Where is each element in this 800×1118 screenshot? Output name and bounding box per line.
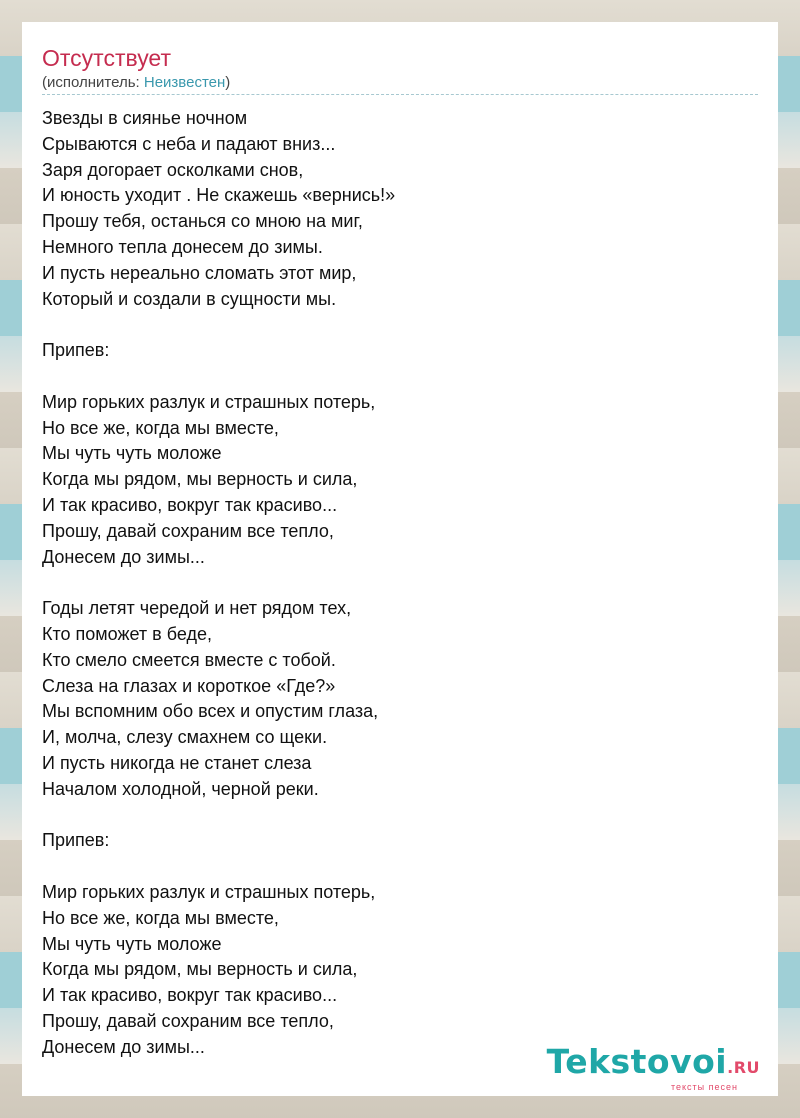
lyric-line: Мы чуть чуть моложе: [42, 933, 222, 954]
lyric-line: Срываются с неба и падают вниз...: [42, 133, 336, 154]
artist-link[interactable]: Неизвестен: [143, 74, 226, 91]
lyric-line: И пусть нереально сломать этот мир,: [42, 262, 357, 283]
logo-name: Tekstovoi: [546, 1042, 728, 1081]
lyric-line: Но все же, когда мы вместе,: [42, 907, 279, 928]
lyric-line: Прошу, давай сохраним все тепло,: [42, 1010, 334, 1031]
lyric-line: Немного тепла донесем до зимы.: [42, 236, 323, 257]
blank-line: [42, 364, 395, 390]
logo-tld: .RU: [727, 1058, 760, 1077]
lyrics-body: [42, 106, 395, 1060]
lyric-line: Кто поможет в беде,: [42, 623, 212, 644]
lyric-line: И пусть никогда не станет слеза: [42, 752, 312, 773]
lyric-line: Припев:: [42, 340, 110, 361]
lyrics-sheet: [22, 22, 778, 1096]
lyric-line: Когда мы рядом, мы верность и сила,: [42, 959, 358, 980]
lyric-line: Но все же, когда мы вместе,: [42, 417, 279, 438]
blank-line: [42, 854, 395, 880]
lyric-line: И, молча, слезу смахнем со щеки.: [42, 727, 328, 748]
lyric-line: Донесем до зимы...: [42, 1036, 205, 1057]
lyric-line: Припев:: [42, 830, 110, 851]
blank-line: [42, 570, 395, 596]
lyric-line: Звезды в сиянье ночном: [42, 108, 248, 128]
lyric-line: Мы вспомним обо всех и опустим глаза,: [42, 701, 379, 722]
lyric-line: Прошу тебя, останься со мною на миг,: [42, 211, 363, 232]
artist-line: [42, 74, 230, 92]
lyric-line: И юность уходит . Не скажешь «вернись!»: [42, 185, 396, 206]
lyric-line: Прошу, давай сохраним все тепло,: [42, 520, 334, 541]
song-title: Отсутствует: [42, 45, 171, 71]
blank-line: [42, 803, 395, 829]
lyric-line: Началом холодной, черной реки.: [42, 778, 319, 799]
lyric-line: И так красиво, вокруг так красиво...: [42, 985, 338, 1006]
artist-prefix: (исполнитель:: [42, 74, 144, 91]
lyric-line: Мир горьких разлук и страшных потерь,: [42, 391, 376, 412]
lyric-line: Мы чуть чуть моложе: [42, 443, 222, 464]
lyric-line: Когда мы рядом, мы верность и сила,: [42, 469, 358, 490]
logo-tagline: тексты песен: [670, 1082, 738, 1092]
lyric-line: И так красиво, вокруг так красиво...: [42, 494, 338, 515]
lyric-line: Донесем до зимы...: [42, 546, 205, 567]
lyric-line: Который и создали в сущности мы.: [42, 288, 337, 309]
lyric-line: Кто смело смеется вместе с тобой.: [42, 649, 336, 670]
title-divider: [42, 94, 758, 95]
site-logo[interactable]: [546, 1042, 760, 1092]
lyric-line: Заря догорает осколками снов,: [42, 159, 304, 180]
lyric-line: Мир горьких разлук и страшных потерь,: [42, 881, 376, 902]
lyric-line: Слеза на глазах и короткое «Где?»: [42, 675, 336, 696]
blank-line: [42, 312, 395, 338]
artist-suffix: ): [225, 74, 231, 91]
lyric-line: Годы летят чередой и нет рядом тех,: [42, 598, 352, 619]
